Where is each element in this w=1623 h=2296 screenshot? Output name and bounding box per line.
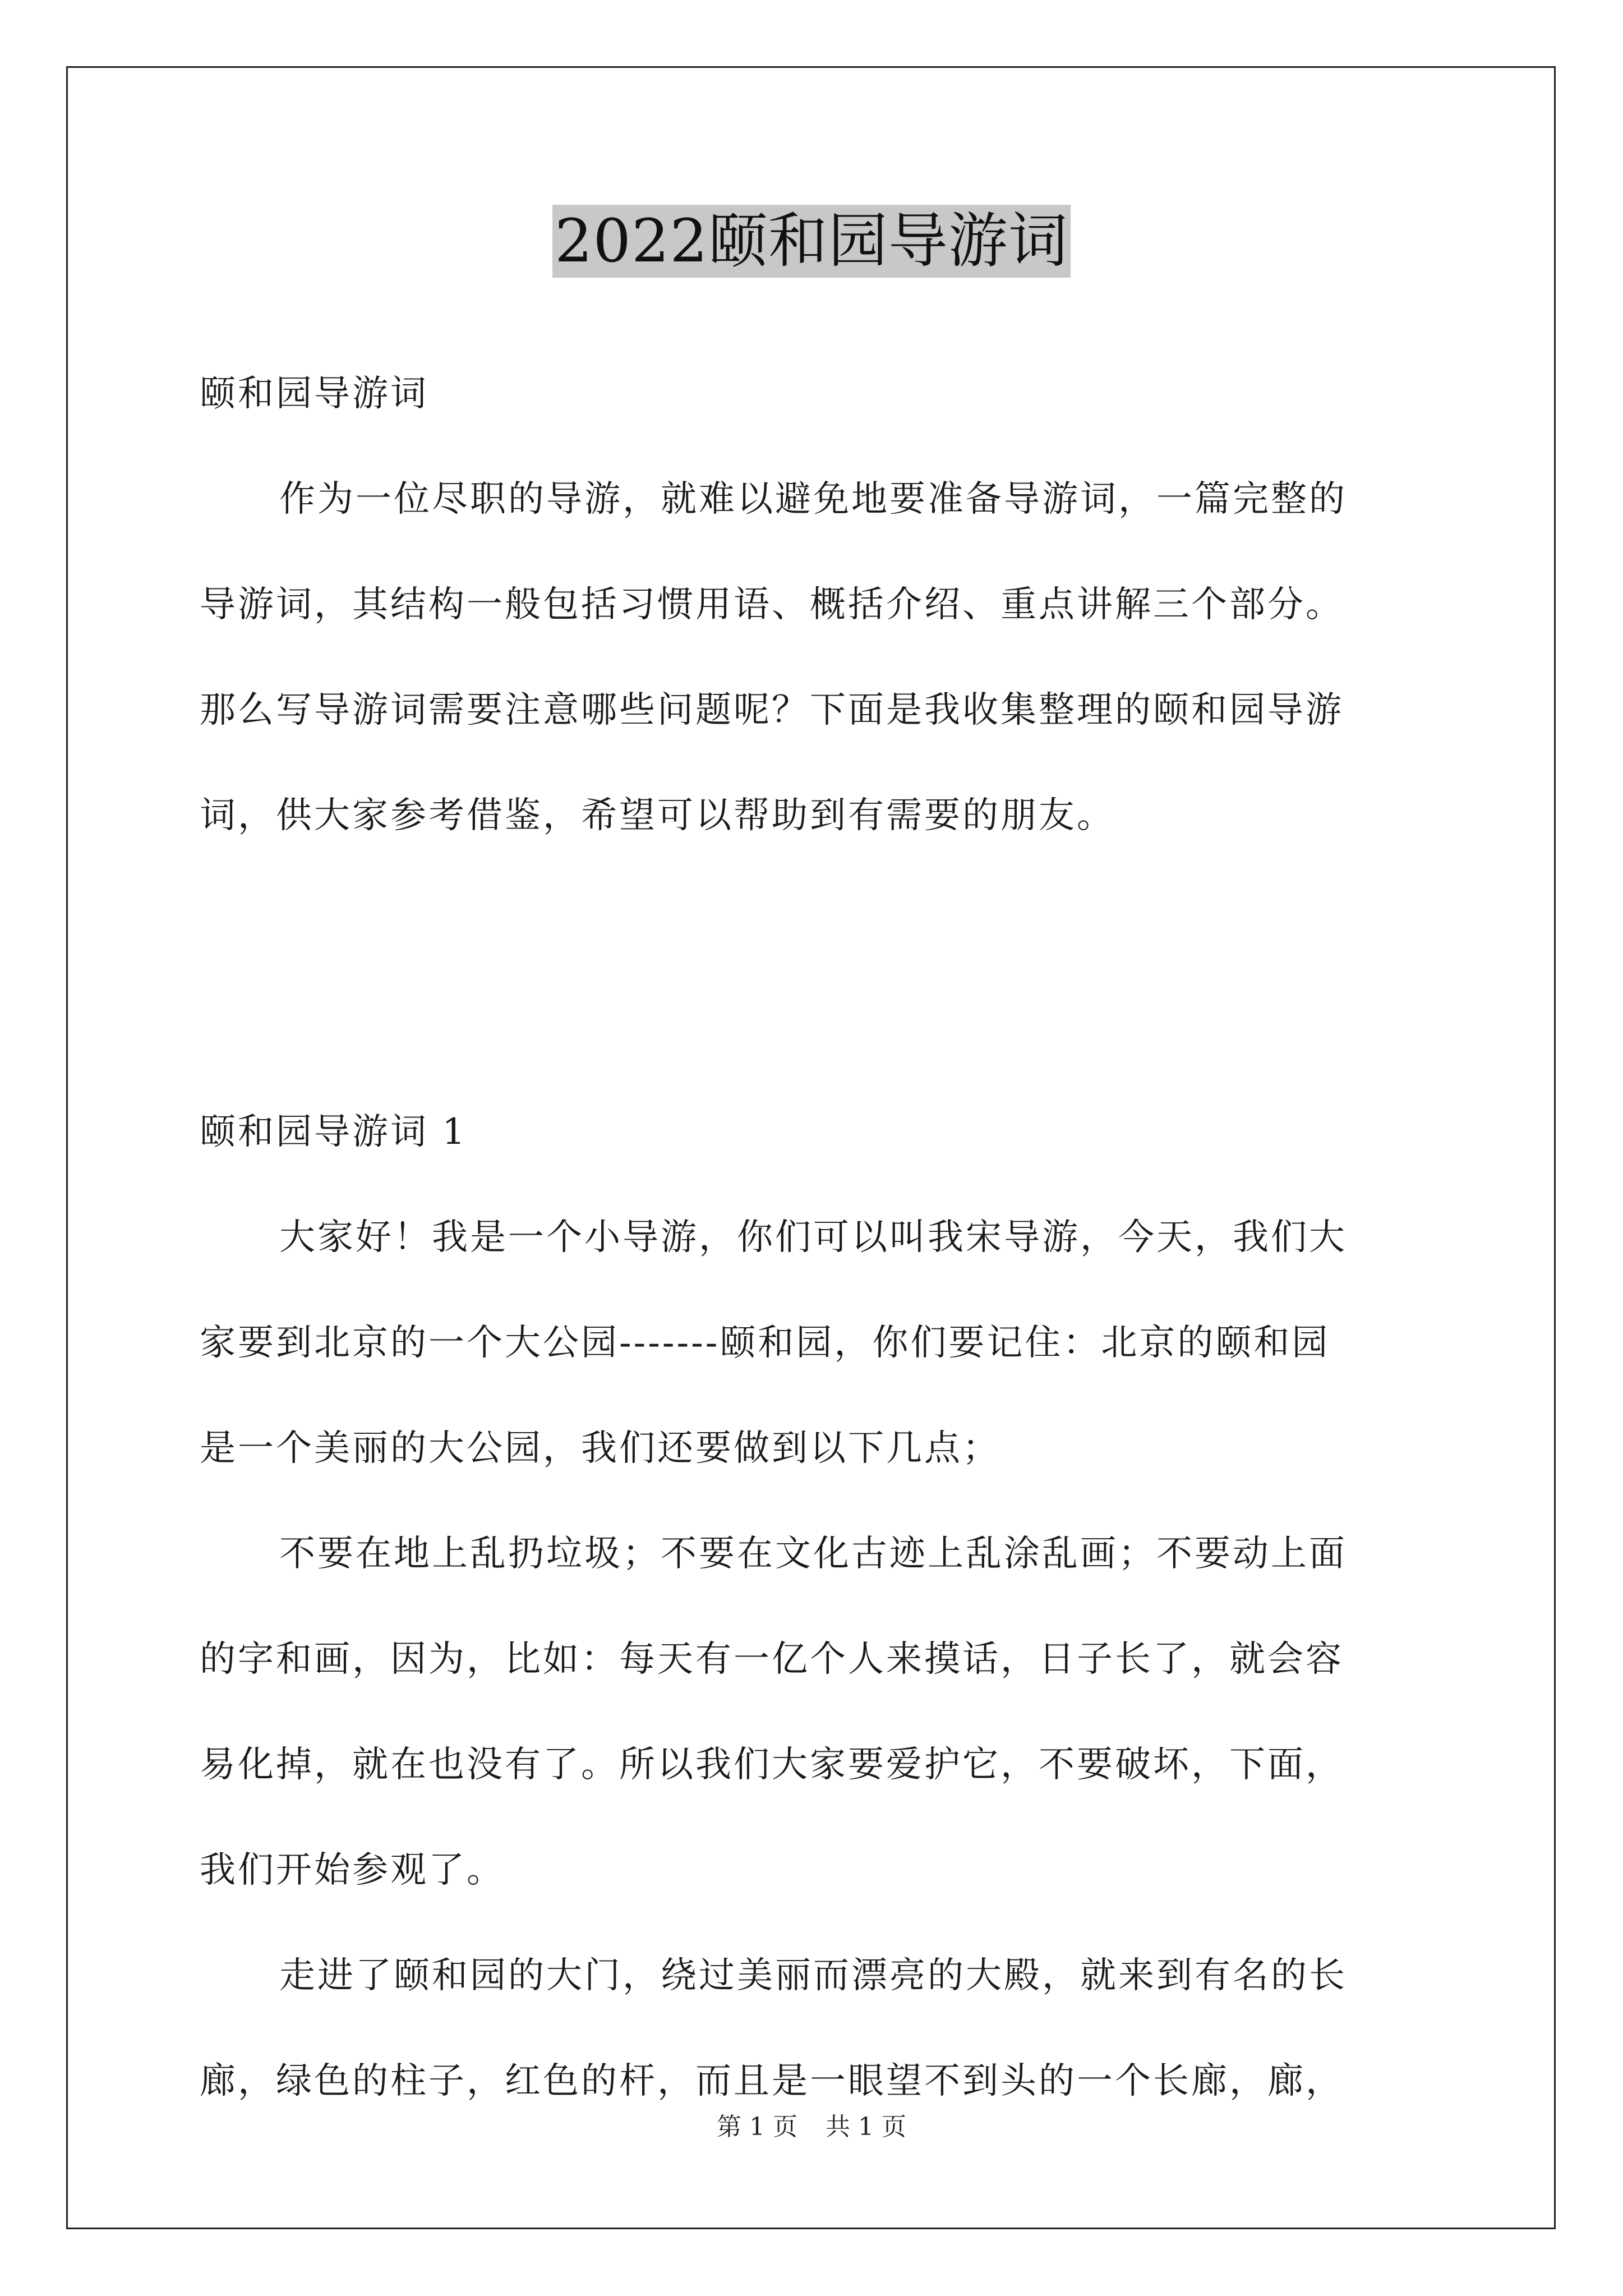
paragraph-gap — [200, 868, 1422, 1079]
paragraph-line: 大家好！我是一个小导游，你们可以叫我宋导游，今天，我们大 — [279, 1217, 1347, 1258]
title-container — [0, 205, 1623, 278]
document-body — [200, 341, 1422, 2134]
paragraph-line: 作为一位尽职的导游，就难以避免地要准备导游词，一篇完整的 — [279, 478, 1347, 520]
paragraph-line: 那么写导游词需要注意哪些问题呢？下面是我收集整理的颐和园导游 — [200, 689, 1344, 731]
paragraph-line: 走进了颐和园的大门，绕过美丽而漂亮的大殿，就来到有名的长 — [279, 1955, 1347, 1996]
paragraph-line: 是一个美丽的大公园，我们还要做到以下几点； — [200, 1428, 1000, 1469]
paragraph-line: 廊，绿色的柱子，红色的杆，而且是一眼望不到头的一个长廊，廊， — [200, 2060, 1344, 2102]
document-title: 2022颐和园导游词 — [552, 205, 1071, 278]
page-footer — [0, 2110, 1623, 2144]
page-count: 共 1 页 — [826, 2113, 906, 2141]
section-heading: 颐和园导游词 — [200, 373, 428, 415]
section-heading: 颐和园导游词 1 — [200, 1111, 468, 1153]
paragraph-line: 我们开始参观了。 — [200, 1849, 505, 1891]
paragraph-line: 导游词，其结构一般包括习惯用语、概括介绍、重点讲解三个部分。 — [200, 584, 1344, 625]
paragraph-line: 易化掉，就在也没有了。所以我们大家要爱护它，不要破坏，下面， — [200, 1744, 1344, 1786]
paragraph-line: 家要到北京的一个大公园-------颐和园，你们要记住：北京的颐和园 — [200, 1322, 1330, 1364]
paragraph-line: 的字和画，因为，比如：每天有一亿个人来摸话，日子长了，就会容 — [200, 1639, 1344, 1680]
paragraph-line: 不要在地上乱扔垃圾；不要在文化古迹上乱涂乱画；不要动上面 — [279, 1533, 1347, 1575]
paragraph-line: 词，供大家参考借鉴，希望可以帮助到有需要的朋友。 — [200, 795, 1115, 836]
page-number: 第 1 页 — [717, 2113, 797, 2141]
